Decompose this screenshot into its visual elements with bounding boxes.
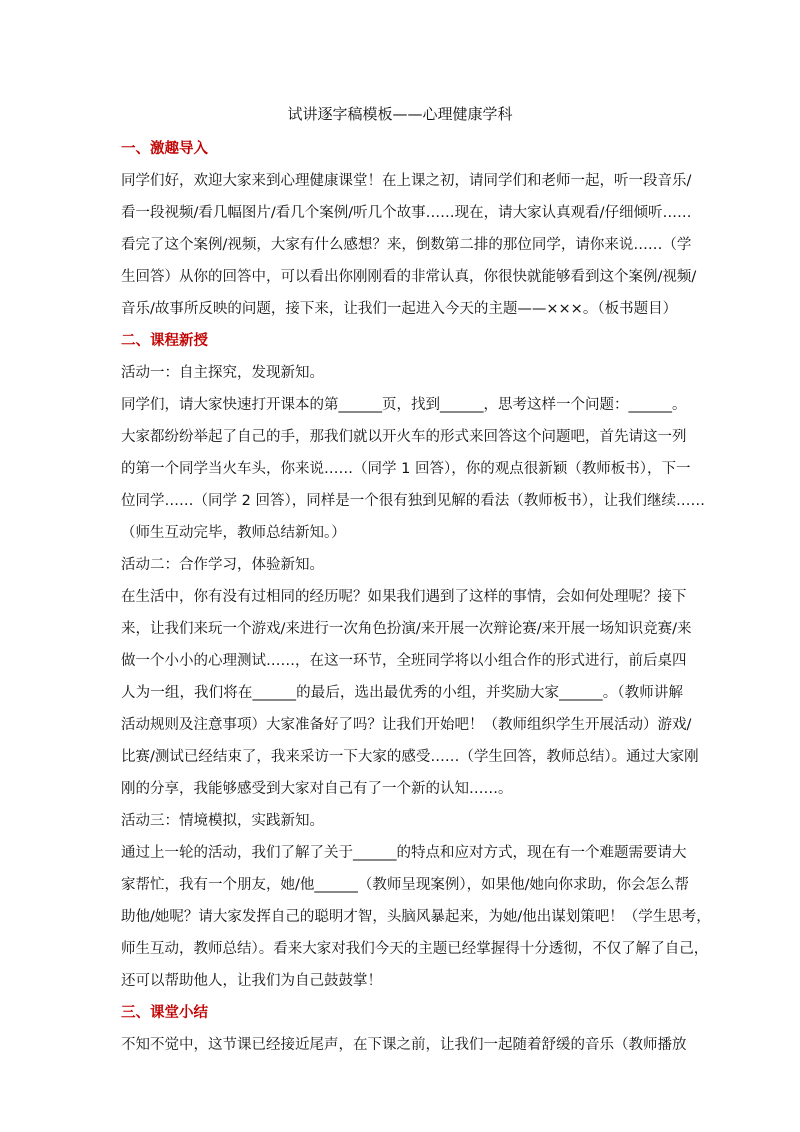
paragraph-line: 活动规则及注意事项）大家准备好了吗？让我们开始吧！（教师组织学生开展活动）游戏/ (121, 717, 692, 733)
section-heading-new-lesson: 二、课程新授 (121, 333, 208, 349)
paragraph-line: 音乐/故事所反映的问题，接下来，让我们一起进入今天的主题——×××。（板书题目） (121, 301, 678, 317)
paragraph-line: 通过上一轮的活动，我们了解了关于______的特点和应对方式，现在有一个难题需要请大 (121, 845, 687, 861)
activity-2-title: 活动二：合作学习，体验新知。 (121, 557, 324, 573)
paragraph-line: 助他/她呢？请大家发挥自己的聪明才智，头脑风暴起来，为她/他出谋划策吧！（学生思考， (121, 909, 711, 925)
document-title: 试讲逐字稿模板——心理健康学科 (287, 105, 513, 123)
summary-paragraph (121, 1029, 687, 1061)
paragraph-line: 比赛/测试已经结束了，我来采访一下大家的感受……（学生回答，教师总结）。通过大家刚 (121, 749, 699, 765)
activity-1-paragraph (121, 389, 705, 549)
activity-2-paragraph (121, 581, 699, 805)
activity-3-title: 活动三：情境模拟，实践新知。 (121, 813, 324, 829)
paragraph-line: 家帮忙，我有一个朋友，她/他______（教师呈现案例），如果他/她向你求助，你会怎么帮 (121, 877, 690, 893)
activity-3-paragraph (121, 837, 711, 997)
intro-paragraph (121, 165, 697, 325)
paragraph-line: （师生互动完毕，教师总结新知。） (121, 525, 346, 541)
paragraph-line: 位同学……（同学 2 回答），同样是一个很有独到见解的看法（教师板书），让我们继续…… (121, 493, 705, 509)
paragraph-line: 的第一个同学当火车头，你来说……（同学 1 回答），你的观点很新颖（教师板书），下一 (121, 461, 691, 477)
document-body (121, 133, 711, 1061)
paragraph-line: 师生互动，教师总结）。看来大家对我们今天的主题已经掌握得十分透彻，不仅了解了自己， (121, 941, 709, 957)
paragraph-line: 生回答）从你的回答中，可以看出你刚刚看的非常认真，你很快就能够看到这个案例/视频/ (121, 269, 697, 285)
paragraph-line: 做一个小小的心理测试……，在这一环节，全班同学将以小组合作的形式进行，前后桌四 (121, 653, 687, 669)
paragraph-line: 看完了这个案例/视频，大家有什么感想？来，倒数第二排的那位同学，请你来说……（学 (121, 237, 692, 253)
paragraph-line: 刚的分享，我能够感受到大家对自己有了一个新的认知……。 (121, 781, 513, 797)
activity-1-title: 活动一：自主探究，发现新知。 (121, 365, 324, 381)
section-heading-intro: 一、激趣导入 (121, 141, 208, 157)
paragraph-line: 同学们好，欢迎大家来到心理健康课堂！在上课之初，请同学们和老师一起，听一段音乐/ (121, 173, 692, 189)
paragraph-line: 同学们，请大家快速打开课本的第______页，找到______，思考这样一个问题：______。 (121, 397, 687, 413)
paragraph-line: 看一段视频/看几幅图片/看几个案例/听几个故事……现在，请大家认真观看/仔细倾听…… (121, 205, 692, 221)
paragraph-line: 来，让我们来玩一个游戏/来进行一次角色扮演/来开展一次辩论赛/来开展一场知识竞赛/来 (121, 621, 692, 637)
paragraph-line: 人为一组，我们将在______的最后，选出最优秀的小组，并奖励大家______。（教师讲解 (121, 685, 683, 701)
paragraph-line: 大家都纷纷举起了自己的手，那我们就以开火车的形式来回答这个问题吧，首先请这一列 (121, 429, 687, 445)
paragraph-line: 还可以帮助他人，让我们为自己鼓鼓掌！ (121, 973, 382, 989)
paragraph-line: 在生活中，你有没有过相同的经历呢？如果我们遇到了这样的事情，会如何处理呢？接下 (121, 589, 687, 605)
section-heading-summary: 三、课堂小结 (121, 1005, 208, 1021)
paragraph-line: 不知不觉中，这节课已经接近尾声，在下课之前，让我们一起随着舒缓的音乐（教师播放 (121, 1037, 687, 1053)
